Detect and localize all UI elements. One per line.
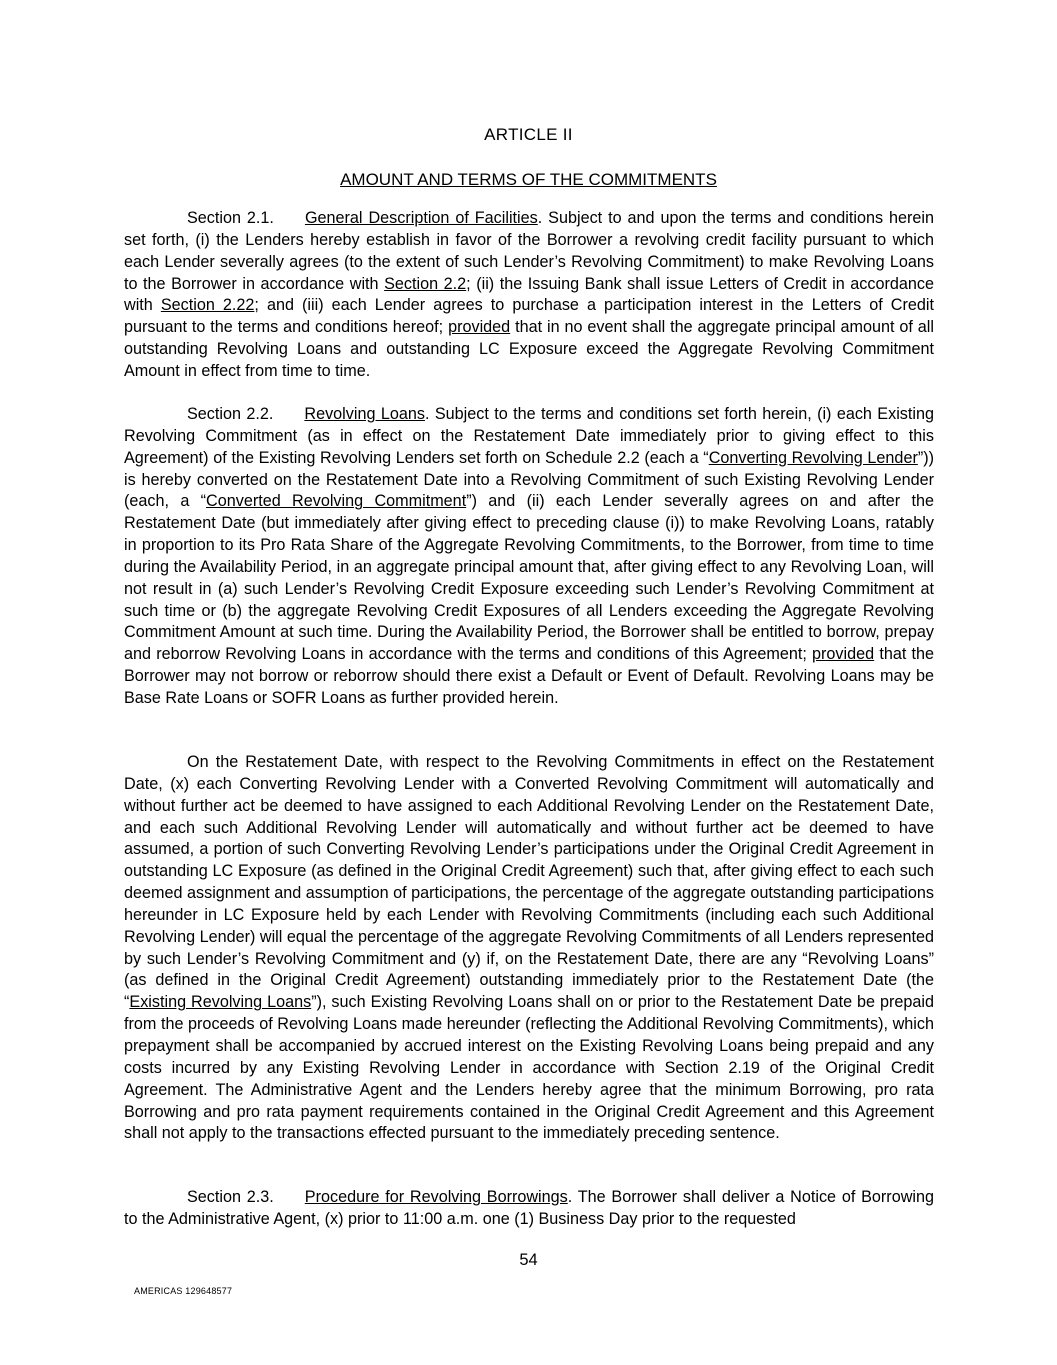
section-title: Revolving Loans xyxy=(304,405,425,423)
paragraph-text: . The Borrower shall deliver a Notice of Borrowing to the Administrative Agent, (x) prior to 11:00 a.m. one (1) Business Day prior to the requested xyxy=(124,1188,934,1228)
section-number: Section 2.1. xyxy=(187,209,274,227)
section-title: General Description of Facilities xyxy=(304,209,538,227)
section-2-1-paragraph xyxy=(124,208,934,383)
article-title: ARTICLE II xyxy=(484,125,573,144)
paragraph-text: ”), such Existing Revolving Loans shall on or prior to the Restatement Date be prepaid from the proceeds of Revolving Loans made hereunder (reflecting the Additional Revolving Commitments), which prepayment shall be accompanied by accrued interest on the Existing Revolving Loans being prepaid and any costs incurred by any Existing Revolving Lender in accordance with Section 2.19 of the Original Credit Agreement. The Administrative Agent and the Lenders hereby agree that the minimum Borrowing, pro rata Borrowing and pro rata payment requirements contained in the Original Credit Agreement and this Agreement shall not apply to the transactions effected pursuant to the immediately preceding sentence. xyxy=(124,993,934,1143)
paragraph-text: . Subject to and upon the terms and conditions herein set forth, (i) the Lenders hereby establish in favor of the Borrower a revolving credit facility pursuant to which each Lender severally agrees (to the extent of such Lender’s Revolving Commitment) to make Revolving Loans to the Borrower in accordance with xyxy=(124,209,934,293)
section-number: Section 2.3. xyxy=(187,1188,274,1206)
defined-term: Converting Revolving Lender xyxy=(708,448,918,467)
paragraph-text: that in no event shall the aggregate principal amount of all outstanding Revolving Loans and outstanding LC Exposure exceed the Aggregate Revolving Commitment Amount in effect from time to time. xyxy=(124,318,934,380)
defined-term: Existing Revolving Loans xyxy=(129,993,312,1012)
section-number: Section 2.2. xyxy=(187,405,274,423)
page-number: 54 xyxy=(519,1251,538,1269)
cross-reference: Section 2.22 xyxy=(160,296,255,315)
paragraph-text: . Subject to the terms and conditions set forth herein, (i) each Existing Revolving Commitment (as in effect on the Restatement Date immediately prior to giving effect to this Agreement) of the Existing Revolving Lenders set forth on Schedule 2.2 (each a “ xyxy=(124,405,934,467)
article-heading: AMOUNT AND TERMS OF THE COMMITMENTS xyxy=(340,170,717,189)
restatement-paragraph xyxy=(124,752,934,1145)
paragraph-text: ”)) is hereby converted on the Restatement Date into a Revolving Commitment of such Existing Revolving Lender (each, a “ xyxy=(124,448,935,511)
cross-reference: Section 2.2 xyxy=(384,274,467,293)
paragraph-text: ”) and (ii) each Lender severally agrees on and after the Restatement Date (but immediately after giving effect to preceding clause (i)) to make Revolving Loans, ratably in proportion to its Pro Rata Share of the Aggregate Revolving Commitments, to the Borrower, from time to time during the Availability Period, in an aggregate principal amount that, after giving effect to any Revolving Loan, will not result in (a) such Lender’s Revolving Credit Exposure exceeding such Lender’s Revolving Commitment at such time or (b) the aggregate Revolving Credit Exposures of all Lenders exceeding the Aggregate Revolving Commitment Amount at such time. During the Availability Period, the Borrower shall be entitled to borrow, prepay and reborrow Revolving Loans in accordance with the terms and conditions of this Agreement; xyxy=(124,492,934,664)
proviso-term: provided xyxy=(448,318,511,337)
section-2-2-paragraph xyxy=(124,404,934,710)
paragraph-text: that the Borrower may not borrow or reborrow should there exist a Default or Event of Default. Revolving Loans may be Base Rate Loans or SOFR Loans as further provided herein. xyxy=(124,645,935,707)
document-id: AMERICAS 129648577 xyxy=(134,1286,233,1296)
defined-term: Converted Revolving Commitment xyxy=(206,492,467,511)
paragraph-text: ; (ii) the Issuing Bank shall issue Letters of Credit in accordance with xyxy=(124,274,934,315)
section-2-3-paragraph xyxy=(124,1187,934,1231)
paragraph-text: ; and (iii) each Lender agrees to purchase a participation interest in the Letters of Credit pursuant to the terms and conditions hereof; xyxy=(124,296,934,337)
proviso-term: provided xyxy=(812,645,875,664)
paragraph-text: On the Restatement Date, with respect to the Revolving Commitments in effect on the Restatement Date, (x) each Converting Revolving Lender with a Converted Revolving Commitment will automatically and without further act be deemed to have assigned to each Additional Revolving Lender on the Restatement Date, and each such Additional Revolving Lender will automatically and without further act be deemed to have assumed, a portion of such Converting Revolving Lender’s participations under the Original Credit Agreement in outstanding LC Exposure (as defined in the Original Credit Agreement) such that, after giving effect to each such deemed assignment and assumption of participations, the percentage of the aggregate outstanding participations hereunder in LC Exposure held by each Lender with Revolving Commitments (including each such Additional Revolving Lender) will equal the percentage of the aggregate Revolving Commitments of all Lenders represented by such Lender’s Revolving Commitment and (y) if, on the Restatement Date, there are any “Revolving Loans” (as defined in the Original Credit Agreement) outstanding immediately prior to the Restatement Date (the “ xyxy=(124,753,934,1012)
section-title: Procedure for Revolving Borrowings xyxy=(304,1188,568,1206)
